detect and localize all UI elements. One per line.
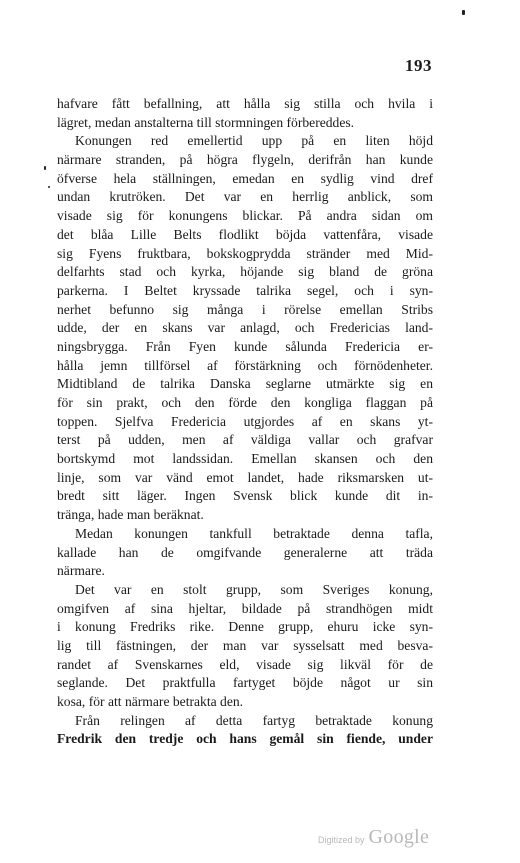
text-line: terst på udden, men af väldiga vallar och grafvar (57, 432, 433, 448)
text-line: nerhet befunno sig många i rörelse emellan Stribs (57, 301, 433, 317)
watermark-google-logo: Google (368, 826, 430, 848)
text-line: tränga, hade man beräknat. (57, 507, 204, 523)
text-line: det blåa Lille Belts flodlikt böjda vattenfåra, visade (57, 226, 433, 242)
text-line: toppen. Sjelfva Fredericia utgjordes af en skans yt- (57, 413, 433, 429)
page-number: 193 (405, 56, 432, 75)
text-line: delfarhts stad och kyrka, höjande sig bland de gröna (57, 264, 433, 280)
digitized-watermark (318, 826, 429, 849)
text-line: omgifven af sina hjeltar, bildade på strandhögen midt (57, 600, 433, 616)
body-text (57, 95, 433, 749)
text-line: bortskymd mot landssidan. Emellan skansen och den (57, 451, 433, 467)
text-line: undan krutröken. Det var en herrlig anblick, som (57, 189, 433, 205)
text-line: visade sig för konungens blickar. På andra sidan om (57, 208, 433, 224)
text-line: sig Fyens fruktbara, bokskogprydda stränder med Mid- (57, 245, 433, 261)
text-line: lig till fästningen, der man var sysselsatt med besva- (57, 637, 433, 653)
text-line: Det var en stolt grupp, som Sveriges konung, (75, 581, 433, 597)
stray-ink-mark (462, 10, 465, 15)
text-line: för sin prakt, och den förde den kongliga flaggan på (57, 395, 433, 410)
text-line: udde, der en skans var anlagd, och Fredericias land- (57, 320, 433, 336)
text-line: Från relingen af detta fartyg betraktade konung (75, 712, 433, 728)
text-line: hålla jemn tillförsel af förstärkning och förnödenheter. (57, 357, 433, 373)
text-line: randet af Svenskarnes eld, visade sig likväl för de (57, 656, 433, 672)
text-line: Midtibland de talrika Danska seglarne utmärkte sig en (57, 376, 433, 392)
text-line: bredt sitt läger. Ingen Svensk blick kunde dit in- (57, 488, 433, 504)
stray-ink-mark (48, 186, 50, 188)
stray-ink-mark (44, 166, 46, 170)
text-line: lägret, medan anstalterna till stormningen förbereddes. (57, 114, 355, 130)
text-line: hafvare fått befallning, att hålla sig stilla och hvila i (57, 96, 433, 111)
text-line: närmare stranden, på högra flygeln, derifrån han kunde (57, 152, 433, 168)
text-line: seglande. Det praktfulla fartyget böjde något ur sin (57, 675, 433, 691)
text-line: Medan konungen tankfull betraktade denna tafla, (75, 525, 433, 541)
text-line: ningsbrygga. Från Fyen kunde sålunda Fredericia er- (57, 338, 433, 354)
text-line: Konungen red emellertid upp på en liten höjd (75, 133, 433, 149)
text-line: linje, som var vänd emot landet, hade riksmarsken ut- (57, 469, 433, 485)
text-line: parkerna. I Beltet kryssade talrika segel, och i syn- (57, 282, 433, 298)
text-line: i konung Fredriks rike. Denne grupp, ehuru icke syn- (57, 619, 433, 635)
text-line: kosa, för att närmare betrakta den. (57, 694, 244, 709)
text-line: Fredrik den tredje och hans gemål sin fiende, under (57, 731, 433, 747)
text-line: öfverse hela ställningen, emedan en sydlig vind dref (57, 170, 433, 186)
watermark-prefix: Digitized by (318, 835, 365, 845)
text-line: närmare. (57, 563, 105, 579)
text-line: kallade han de omgifvande generalerne att träda (57, 544, 433, 560)
